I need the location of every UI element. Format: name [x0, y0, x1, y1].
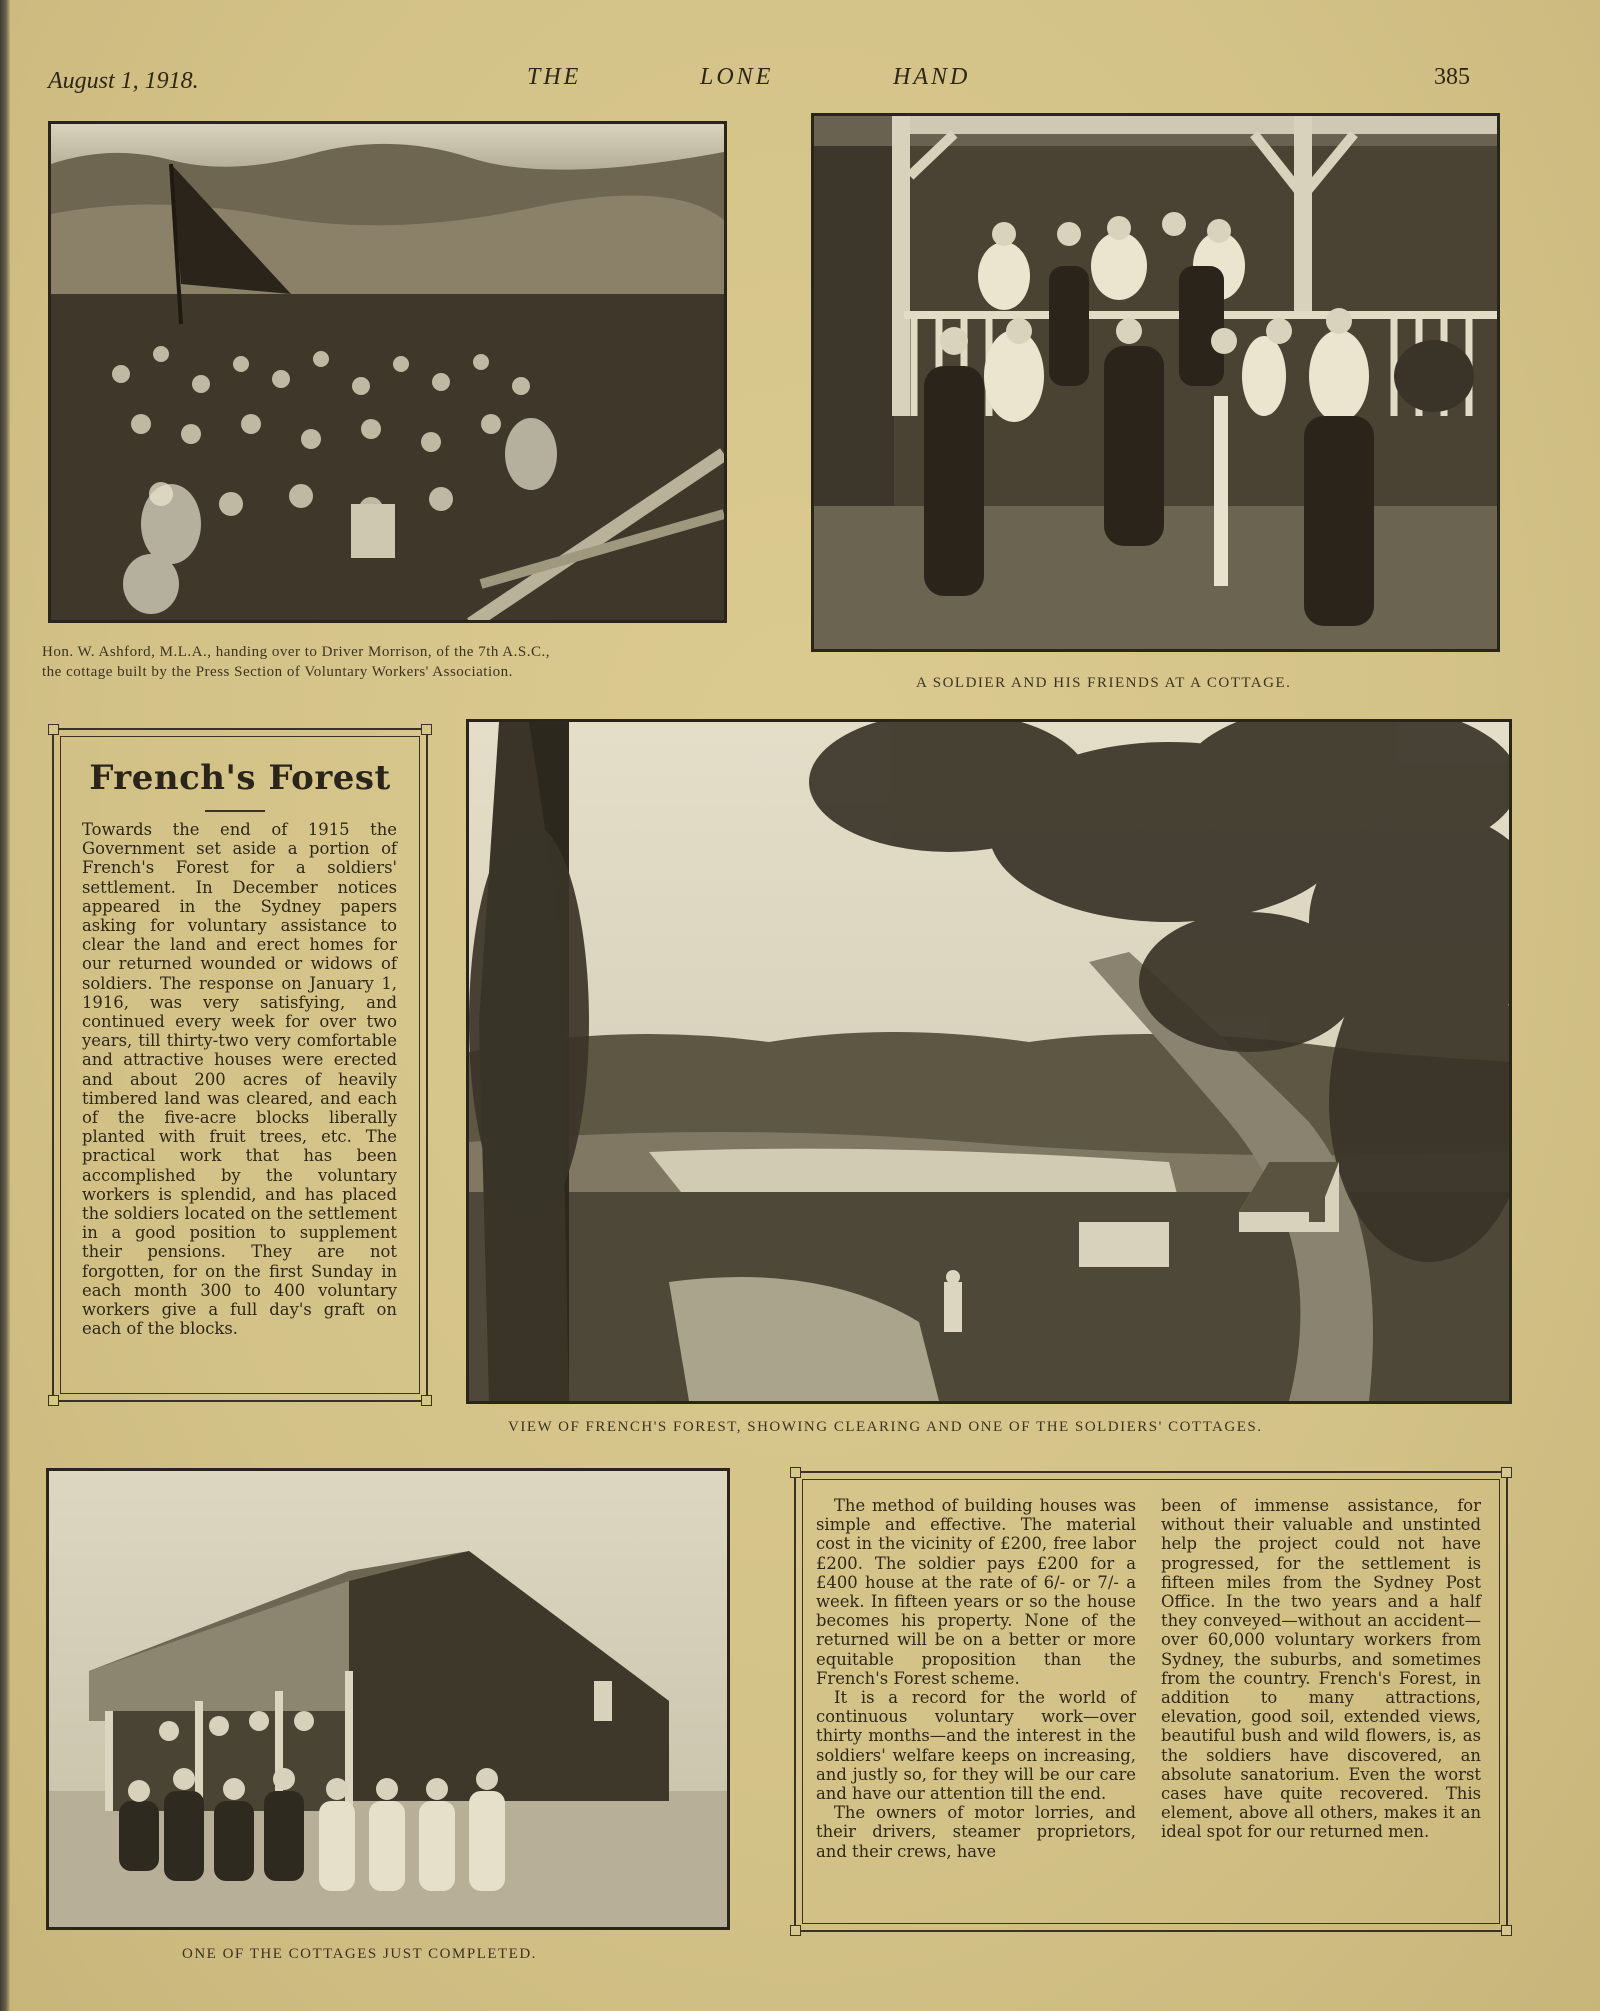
caption-soldier-friends: A SOLDIER AND HIS FRIENDS AT A COTTAGE.: [916, 675, 1292, 691]
article-title: French's Forest: [89, 758, 391, 798]
box-corner-ornament: [421, 724, 432, 735]
column1-paragraph-1: The method of building houses was simple and effective. The material cost in the vicinity of £200, free labor £200. The soldier pays £200 for a £400 house at the rate of 6/- or 7/- a week. In fifteen years or so the house becomes his property. None of the returned will be on a better or more equitable proposition than the French's Forest scheme.: [816, 1496, 1136, 1688]
caption-crowd-line1: Hon. W. Ashford, M.L.A., handing over to Driver Morrison, of the 7th A.S.C.,: [42, 644, 550, 660]
photo-soldier-friends: [811, 113, 1500, 652]
caption-cottage-completed: ONE OF THE COTTAGES JUST COMPLETED.: [182, 1946, 537, 1962]
masthead-word-3: HAND: [893, 64, 971, 90]
masthead-word-1: THE: [527, 64, 582, 90]
article-box-continued: [794, 1471, 1508, 1932]
photo-forest-view: [466, 719, 1512, 1404]
column1-paragraph-3: The owners of motor lorries, and their drivers, steamer proprietors, and their crews, have: [816, 1803, 1136, 1861]
article-column-2: [1161, 1496, 1481, 1842]
page-number: 385: [1434, 64, 1470, 90]
binding-edge: [0, 0, 10, 2011]
box-corner-ornament: [421, 1395, 432, 1406]
photo-crowd-handover: [48, 121, 727, 623]
column2-paragraph-1: been of immense assistance, for without their valuable and unstinted help the project could not have progressed, for the settlement is fifteen miles from the Sydney Post Office. In the two years and a half they conveyed—without an accident—over 60,000 voluntary workers from Sydney, the suburbs, and sometimes from the country. French's Forest, in addition to many attractions, elevation, good soil, extended views, beautiful bush and wild flowers, is, as the soldiers have discovered, an absolute sanatorium. Even the worst cases have quite recovered. This element, above all others, makes it an ideal spot for our returned men.: [1161, 1496, 1481, 1842]
column1-paragraph-2: It is a record for the world of continuous voluntary work—over thirty months—and the interest in the soldiers' welfare keeps on increasing, and justly so, for they will be our care and have our attention till the end.: [816, 1688, 1136, 1804]
box-corner-ornament: [1501, 1467, 1512, 1478]
box-corner-ornament: [790, 1467, 801, 1478]
title-rule: [205, 810, 265, 812]
box-corner-ornament: [48, 1395, 59, 1406]
caption-crowd-line2: the cottage built by the Press Section of Voluntary Workers' Association.: [42, 664, 513, 680]
article-column-1: [816, 1496, 1136, 1861]
article-intro-text: [82, 820, 397, 1338]
box-corner-ornament: [48, 724, 59, 735]
issue-date: August 1, 1918.: [48, 68, 199, 94]
masthead-word-2: LONE: [700, 64, 774, 90]
caption-forest-view: VIEW OF FRENCH'S FOREST, SHOWING CLEARING AND ONE OF THE SOLDIERS' COTTAGES.: [508, 1419, 1263, 1435]
photo-cottage-completed: [46, 1468, 730, 1930]
intro-paragraph: Towards the end of 1915 the Government set aside a portion of French's Forest for a soldiers' settlement. In December notices appeared in the Sydney papers asking for voluntary assistance to clear the land and erect homes for our returned wounded or widows of soldiers. The response on January 1, 1916, was very satisfying, and continued every week for over two years, till thirty-two very comfortable and attractive houses were erected and about 200 acres of heavily timbered land was cleared, and each of the five-acre blocks liberally planted with fruit trees, etc. The practical work that has been accomplished by the voluntary workers is splendid, and has placed the soldiers located on the settlement in a good position to supplement their pensions. They are not forgotten, for on the first Sunday in each month 300 to 400 voluntary workers give a full day's graft on each of the blocks.: [82, 820, 397, 1339]
box-corner-ornament: [790, 1925, 801, 1936]
caption-crowd-handover: [42, 642, 732, 682]
article-box-intro: [52, 728, 428, 1402]
box-corner-ornament: [1501, 1925, 1512, 1936]
